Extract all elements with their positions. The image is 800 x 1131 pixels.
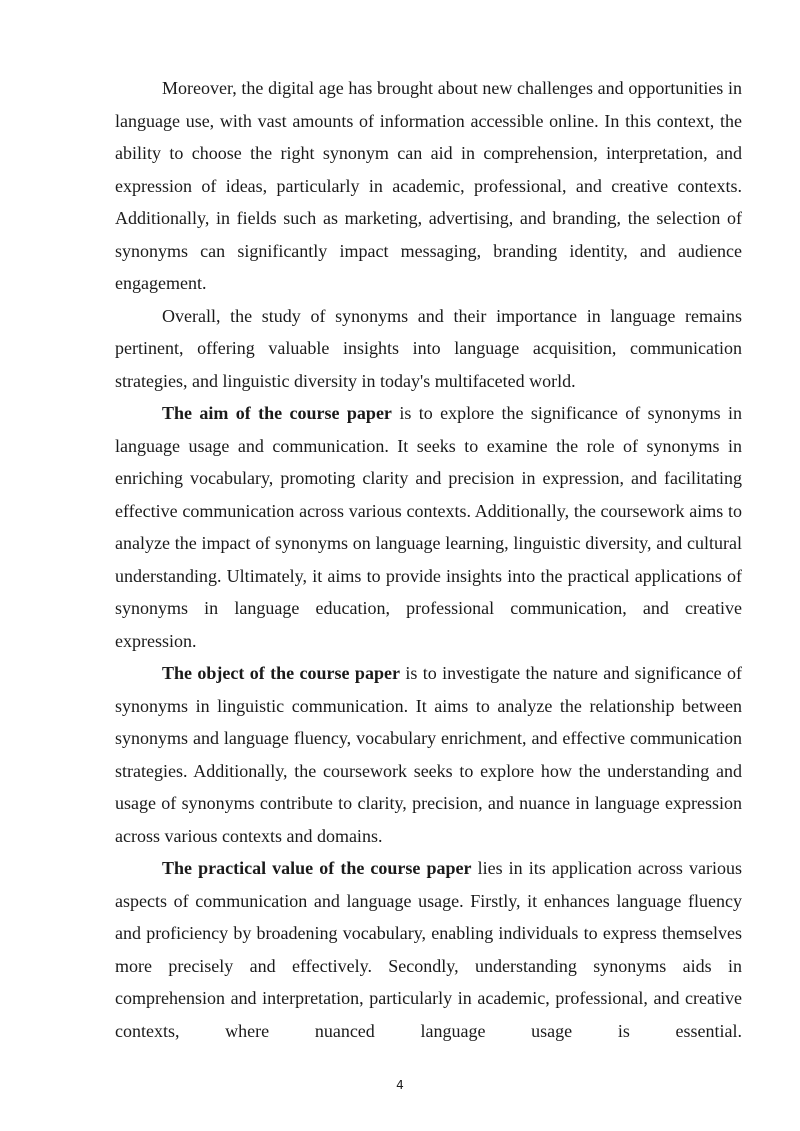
practical-value-heading: The practical value of the course paper: [162, 858, 472, 878]
page-number: 4: [396, 1078, 404, 1092]
paragraph-text: is to investigate the nature and significance of synonyms in linguistic communication. It aims to analyze the relationship between synonyms and language fluency, vocabulary enrichment, and effective communication strategies. Additionally, the coursework seeks to explore how the understanding and usage of synonyms contribute to clarity, precision, and nuance in language expression across various contexts and domains.: [115, 663, 742, 846]
body-text: [115, 72, 742, 1047]
paragraph-text: is to explore the significance of synonyms in language usage and communication. It seeks to examine the role of synonyms in enriching vocabulary, promoting clarity and precision in expression, and facilitating effective communication across various contexts. Additionally, the coursework aims to analyze the impact of synonyms on language learning, linguistic diversity, and cultural understanding. Ultimately, it aims to provide insights into the practical applications of synonyms in language education, professional communication, and creative expression.: [115, 403, 742, 651]
paragraph-text: lies in its application across various aspects of communication and language usage. Firstly, it enhances language fluency and proficiency by broadening vocabulary, enabling individuals to express themselves more precisely and effectively. Secondly, understanding synonyms aids in comprehension and interpretation, particularly in academic, professional, and creative contexts, where nuanced language usage is essential.: [115, 858, 742, 1041]
paragraph-digital-age: [115, 72, 742, 300]
paragraph-practical-value: [115, 852, 742, 1047]
paragraph-aim: [115, 397, 742, 657]
paragraph-overall: [115, 300, 742, 398]
aim-heading: The aim of the course paper: [162, 403, 392, 423]
object-heading: The object of the course paper: [162, 663, 400, 683]
paragraph-text: Overall, the study of synonyms and their importance in language remains pertinent, offering valuable insights into language acquisition, communication strategies, and linguistic diversity in today's multifaceted world.: [115, 305, 742, 391]
paragraph-text: Moreover, the digital age has brought about new challenges and opportunities in language use, with vast amounts of information accessible online. In this context, the ability to choose the right synonym can aid in comprehension, interpretation, and expression of ideas, particularly in academic, professional, and creative contexts. Additionally, in fields such as marketing, advertising, and branding, the selection of synonyms can significantly impact messaging, branding identity, and audience engagement.: [115, 78, 742, 293]
paragraph-object: [115, 657, 742, 852]
